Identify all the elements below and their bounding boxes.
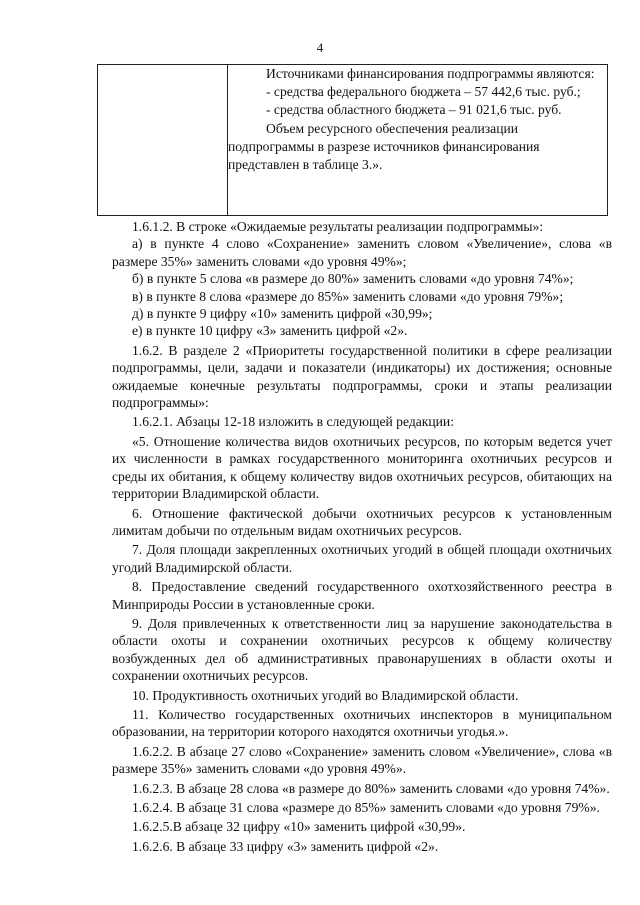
paragraph: 9. Доля привлеченных к ответственности лиц за нарушение законодательства в области охоты и сохранении охотничьих ресурсов к общему количеству возбужденных дел об административных правонарушениях в области охоты и сохранении охотничьих ресурсов. [112,615,612,684]
paragraph: 1.6.2. В разделе 2 «Приоритеты государственной политики в сфере реализации подпрограммы, цели, задачи и показатели (индикаторы) их достижения; основные ожидаемые конечные результаты подпрограммы, сроки и этапы реализации подпрограммы»: [112,342,612,411]
paragraph: 1.6.1.2. В строке «Ожидаемые результаты реализации подпрограммы»: [132,219,544,234]
table-line: Источниками финансирования подпрограммы являются: [266,66,595,81]
paragraph: 1.6.2.5.В абзаце 32 цифру «10» заменить цифрой «30,99». [132,819,466,835]
table-row [98,65,608,216]
paragraph: 8. Предоставление сведений государственного охотхозяйственного реестра в Минприроды России в установленные сроки. [112,579,612,612]
paragraph: 11. Количество государственных охотничьих инспекторов в муниципальном образовании, на территории которого находятся охотничьи угодья.». [112,706,612,740]
paragraph: 6. Отношение фактической добычи охотничьих ресурсов к установленным лимитам добычи по отдельным видам охотничьих ресурсов. [112,505,612,538]
paragraph: «5. Отношение количества видов охотничьих ресурсов, по которым ведется учет их численности в рамках государственного мониторинга охотничьих ресурсов и среды их обитания, к общему количеству видов охотничьих ресурсов, обитающих на территории Владимирской области. [112,433,612,502]
paragraph: 1.6.2.4. В абзаце 31 слова «размере до 85%» заменить словами «до уровня 79%». [132,800,600,815]
paragraph: 10. Продуктивность охотничьих угодий во Владимирской области. [132,687,519,703]
page-number: 4 [316,40,324,55]
paragraph: б) в пункте 5 слова «в размере до 80%» заменить словами «до уровня 74%»; [132,271,574,287]
paragraph: е) в пункте 10 цифру «3» заменить цифрой «2». [132,323,408,339]
document-body [112,218,612,855]
funding-table [97,64,608,216]
paragraph: 1.6.2.6. В абзаце 33 цифру «3» заменить цифрой «2». [132,838,439,854]
paragraph: 7. Доля площади закрепленных охотничьих угодий в общей площади охотничьих угодий Владимирской области. [112,542,612,575]
paragraph: 1.6.2.2. В абзаце 27 слово «Сохранение» заменить словом «Увеличение», слова «в размере 35%» заменить словами «до уровня 49%». [112,743,612,777]
paragraph: в) в пункте 8 слова «размере до 85%» заменить словами «до уровня 79%»; [132,288,564,304]
paragraph: д) в пункте 9 цифру «10» заменить цифрой «30,99»; [132,306,433,322]
table-cell-left [98,65,228,216]
paragraph: а) в пункте 4 слово «Сохранение» заменить словом «Увеличение», слова «в размере 35%» заменить словами «до уровня 49%»; [112,236,612,269]
table-line: - средства федерального бюджета – 57 442,6 тыс. руб.; [266,84,581,100]
paragraph: 1.6.2.1. Абзацы 12-18 изложить в следующей редакции: [132,414,454,430]
table-line: - средства областного бюджета – 91 021,6 тыс. руб. [266,102,562,118]
table-cell-right [228,65,608,216]
table-line: Объем ресурсного обеспечения реализации подпрограммы в разрезе источников финансирования представлен в таблице 3.». [228,120,540,173]
paragraph: 1.6.2.3. В абзаце 28 слова «в размере до 80%» заменить словами «до уровня 74%». [132,780,610,796]
